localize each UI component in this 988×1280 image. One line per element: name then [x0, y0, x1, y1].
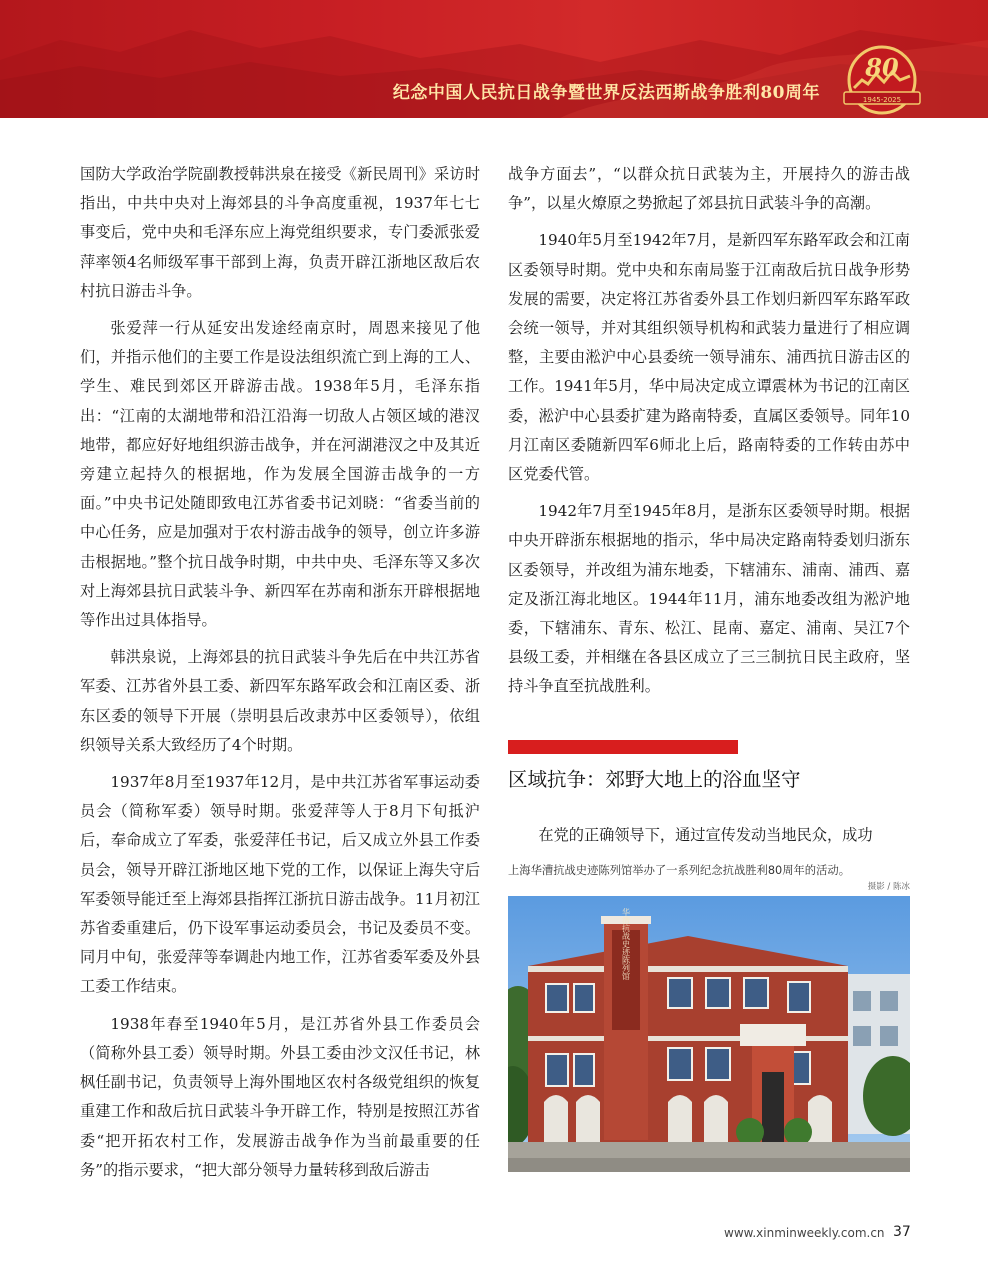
emblem-number: 80 [865, 53, 899, 82]
body-paragraph: 韩洪泉说，上海郊县的抗日武装斗争先后在中共江苏省军委、江苏省外县工委、新四军东路军政会和江南区委、浙东区委的领导下开展（崇明县后改隶苏中区委领导），依组织领导关系大致经历了4个时期。 [80, 648, 480, 754]
emblem-years: 1945-2025 [862, 96, 902, 104]
body-paragraph: 国防大学政治学院副教授韩洪泉在接受《新民周刊》采访时指出，中共中央对上海郊县的斗争高度重视，1937年七七事变后，党中央和毛泽东应上海党组织要求，专门委派张爱萍率领4名师级军事干部到上海，负责开辟江浙地区敌后农村抗日游击斗争。 [80, 165, 480, 300]
section-accent-bar [508, 740, 738, 754]
photo-credit: 摄影 / 陈冰 [867, 882, 910, 892]
body-paragraph: 张爱萍一行从延安出发途经南京时，周恩来接见了他们，并指示他们的主要工作是设法组织流亡到上海的工人、学生、难民到郊区开辟游击战。1938年5月，毛泽东指出：“江南的太湖地带和沿江沿海一切敌人占领区域的港汊地带，都应好好地组织游击战争，并在河湖港汊之中及其近旁建立起持久的根据地，作为发展全国游击战争的一方面。”中央书记处随即致电江苏省委书记刘晓：“省委当前的中心任务，应是加强对于农村游击战争的领导，创立许多游击根据地。”整个抗日战争时期，中共中央、毛泽东等又多次对上海郊县抗日武装斗争、新四军在苏南和浙东开辟根据地等作出过具体指导。 [80, 319, 480, 630]
left-column [80, 160, 480, 1185]
banner-title: 纪念中国人民抗日战争暨世界反法西斯战争胜利80周年 [392, 83, 820, 103]
photo-caption: 上海华漕抗战史迹陈列馆举办了一系列纪念抗战胜利80周年的活动。 [508, 864, 850, 877]
body-paragraph: 1940年5月至1942年7月，是新四军东路军政会和江南区委领导时期。党中央和东南局鉴于江南敌后抗日战争形势发展的需要，决定将江苏省委外县工作划归新四军东路军政会统一领导，并对其组织领导机构和武装力量进行了相应调整，主要由淞沪中心县委统一领导浦东、浦西抗日游击区的工作。1941年5月，华中局决定成立谭震林为书记的江南区委，淞沪中心县委扩建为路南特委，直属区委领导。同年10月江南区委随新四军6师北上后，路南特委的工作转由苏中区党委代管。 [508, 231, 910, 484]
body-paragraph: 1937年8月至1937年12月，是中共江苏省军事运动委员会（简称军委）领导时期。张爱萍等人于8月下旬抵沪后，奉命成立了军委，张爱萍任书记，后又成立外县工作委员会，领导开辟江浙地区地下党的工作，以保证上海失守后军委领导能迁至上海郊县指挥江浙抗日游击战争。11月初江苏省委重建后，仍下设军事运动委员会，书记及委员不变。同月中旬，张爱萍等奉调赴内地工作，江苏省委军委及外县工委工作结束。 [80, 773, 480, 996]
header-banner [0, 0, 988, 118]
body-paragraph: 1938年春至1940年5月，是江苏省外县工作委员会（简称外县工委）领导时期。外县工委由沙文汉任书记，林枫任副书记，负责领导上海外围地区农村各级党组织的恢复重建工作和敌后抗日武装斗争开辟工作，特别是按照江苏省委“把开拓农村工作，发展游击战争作为当前最重要的任务”的指示要求，“把大部分领导力量转移到敌后游击 [80, 1014, 480, 1179]
right-column [508, 160, 910, 702]
body-paragraph: 1942年7月至1945年8月，是浙东区委领导时期。根据中央开辟浙东根据地的指示，华中局决定路南特委划归浙东区委领导，并改组为浦东地委，下辖浦东、浦南、浦西、嘉定及浙江海北地区。1944年11月，浦东地委改组为淞沪地委，下辖浦东、青东、松江、昆南、嘉定、浦南、吴江7个县级工委，并相继在各县区成立了三三制抗日民主政府，坚持斗争直至抗战胜利。 [508, 502, 910, 696]
section-first-line: 在党的正确领导下，通过宣传发动当地民众，成功 [538, 826, 873, 844]
anniversary-emblem [836, 36, 928, 116]
museum-photo [508, 896, 910, 1172]
section-heading: 区域抗争：郊野大地上的浴血坚守 [508, 768, 801, 791]
footer-url[interactable]: www.xinminweekly.com.cn [724, 1226, 885, 1240]
page-number: 37 [893, 1224, 911, 1240]
building-sign: 华漕抗战史迹陈列馆 [621, 908, 631, 980]
body-paragraph-continued: 战争方面去”，“以群众抗日武装为主，开展持久的游击战争”，以星火燎原之势掀起了郊县抗日武装斗争的高潮。 [508, 165, 910, 213]
